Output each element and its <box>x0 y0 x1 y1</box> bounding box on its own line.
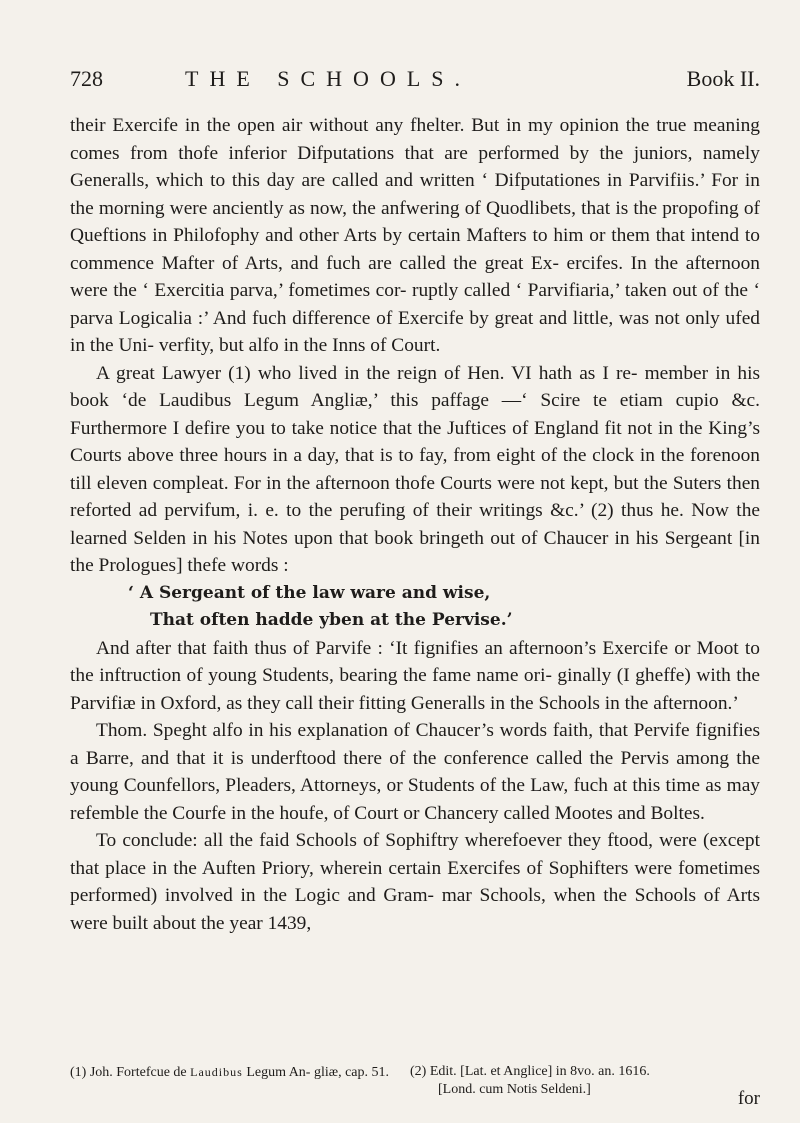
footnote-1-pre: (1) Joh. Fortefcue de <box>70 1065 187 1080</box>
paragraph-3: And after that faith thus of Parvife : ‘It fignifies an afternoon’s Exercife or Moot to the inftruction of young Students, bearing the fame name ori- ginally (I gheffe) with the Parvifiæ in Oxford, as they call their fitting Generalls in the Schools in the afternoon.’ <box>70 637 760 714</box>
footnote-2-line-2: [Lond. cum Notis Seldeni.] <box>438 1082 591 1097</box>
footnote-1 <box>70 1063 390 1082</box>
footnote-1-smallcaps: Laudibus <box>190 1065 243 1079</box>
footnotes <box>70 1063 760 1107</box>
footnote-1-post: Legum An- gliæ, cap. 51. <box>246 1065 390 1080</box>
main-text <box>70 112 760 937</box>
verse-line-2: That often hadde yben at the Pervise.’ <box>150 610 513 630</box>
paragraph-5: To conclude: all the faid Schools of Sophiftry wherefoever they ftood, were (except that place in the Auften Priory, wherein certain Exercifes of Sophifters were fometimes performed) involved in the Logic and Gram- mar Schools, when the Schools of Arts were built about the year 1439, <box>70 830 760 934</box>
footnote-2-line-1: (2) Edit. [Lat. et Anglice] in 8vo. an. 1616. <box>410 1064 650 1079</box>
paragraph-2: A great Lawyer (1) who lived in the reign of Hen. VI hath as I re- member in his book ‘de Laudibus Legum Angliæ,’ this paffage —‘ Scire te etiam cupio &c. Furthermore I defire you to take notice that the Juftices of England fit not in the King’s Courts above three hours in a day, that is to fay, from eight of the clock in the forenoon till eleven compleat. For in the afternoon thofe Courts were not kept, but the Suters then reforted ad pervifum, i. e. to the perufing of their writings &c.’ (2) thus he. Now the learned Selden in his Notes upon that book bringeth out of Chaucer in his Sergeant [in the Prologues] thefe words : <box>70 362 760 576</box>
catchword: for <box>737 1088 760 1109</box>
footnote-2 <box>410 1063 760 1099</box>
verse-line-1: ‘ A Sergeant of the law ware and wise, <box>128 582 491 603</box>
chaucer-verse <box>70 580 760 635</box>
page-header <box>70 66 760 100</box>
page-number: 728 <box>70 66 103 91</box>
book-label: Book II. <box>686 66 760 91</box>
paragraph-4: Thom. Speght alfo in his explanation of Chaucer’s words faith, that Pervife fignifies a Barre, and that it is underftood there of the conference called the Pervis among the young Counfellors, Pleaders, Attorneys, or Students of the Law, fuch at this time as may refemble the Courfe in the houfe, of Court or Chancery called Mootes and Boltes. <box>70 720 760 824</box>
paragraph-1: their Exercife in the open air without any fhelter. But in my opinion the true meaning comes from thofe inferior Difputations that are performed by the juniors, namely Generalls, which to this day are called and written ‘ Difputationes in Parvifiis.’ For in the morning were anciently as now, the anfwering of Quodlibets, that is the propofing of Queftions in Philofophy and other Arts by certain Mafters to him or them that intend to commence Mafter of Arts, and fuch are called the great Ex- ercifes. In the afternoon were the ‘ Exercitia parva,’ fometimes cor- ruptly called ‘ Parvifiaria,’ taken out of the ‘ parva Logicalia :’ And fuch difference of Exercife by great and little, was not only ufed in the Uni- verfity, but alfo in the Inns of Court. <box>70 115 760 356</box>
running-title: THE SCHOOLS. <box>185 66 472 91</box>
